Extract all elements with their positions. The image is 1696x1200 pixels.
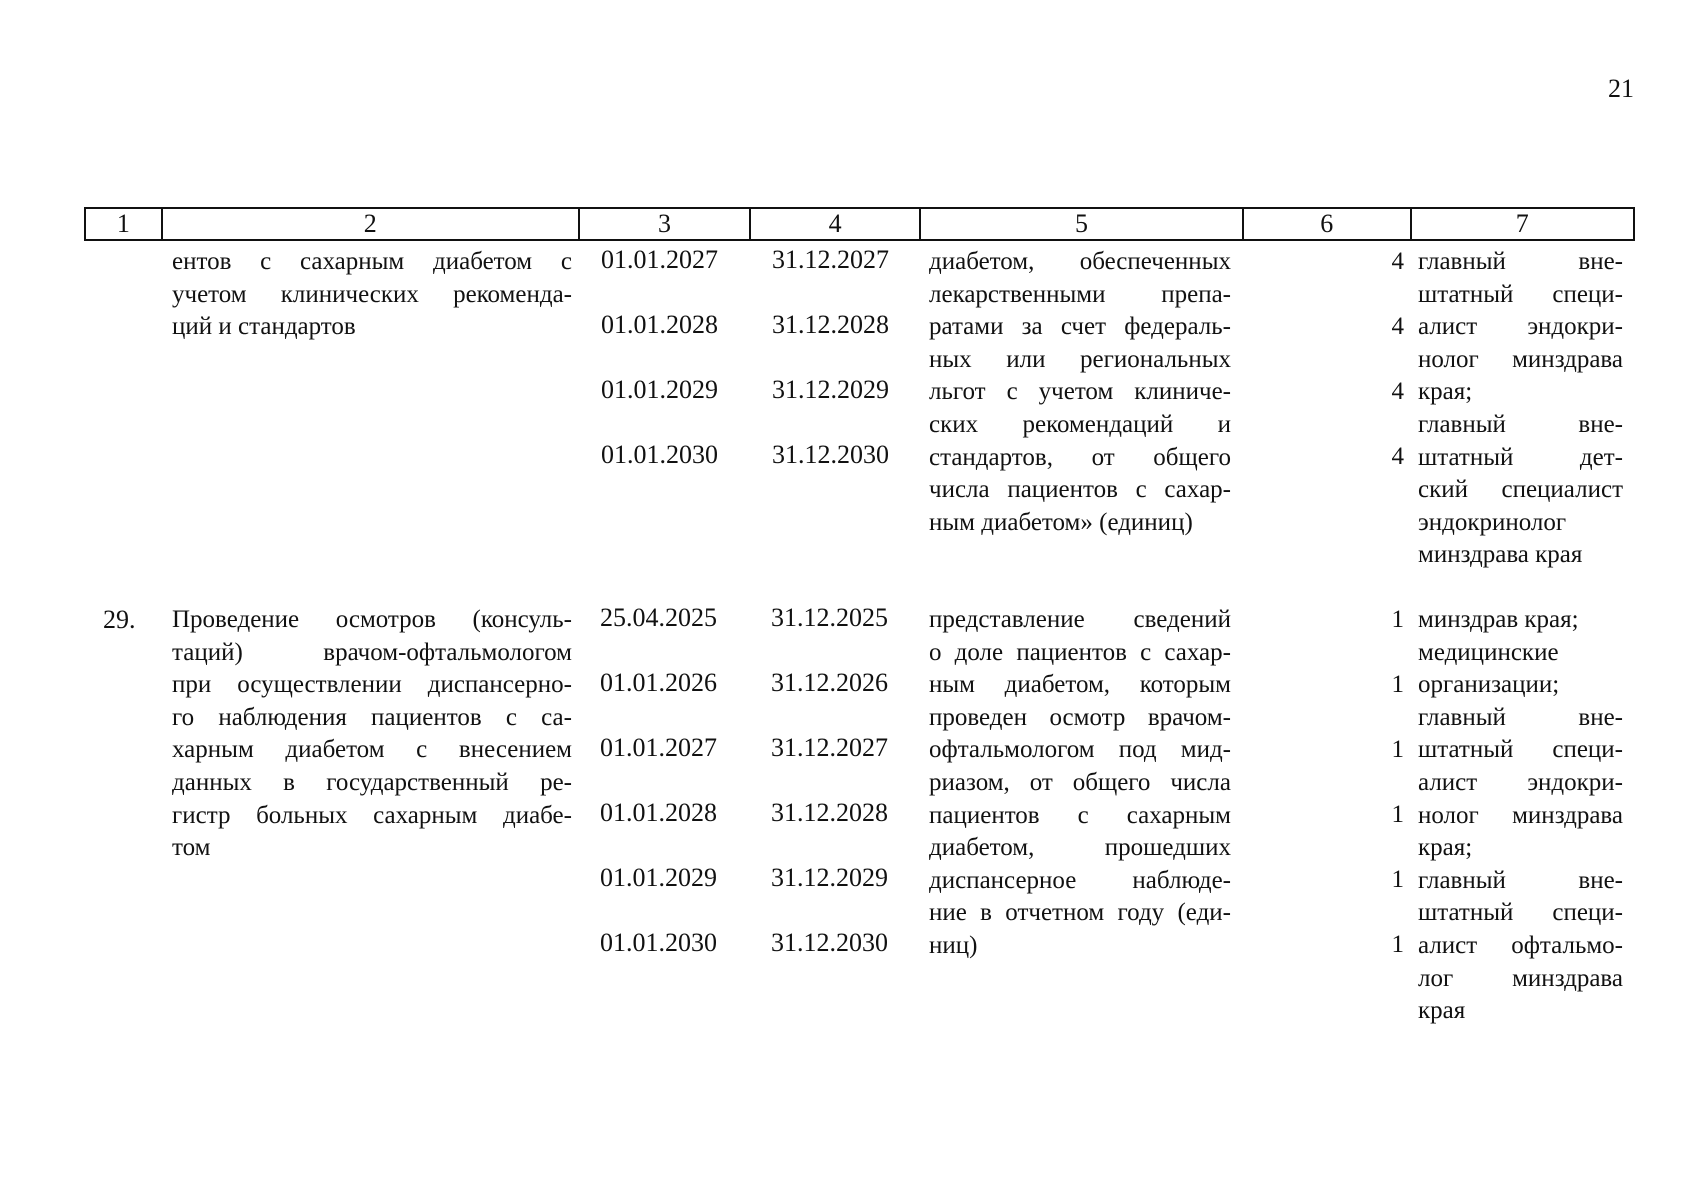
text-line: ниц) [929,931,978,959]
text-line: ских рекомендаций и [929,410,1231,438]
text-line: нолог минздрава [1418,345,1623,373]
row-29-period-5-start: 01.01.2029 [600,863,717,892]
header-col-3: 3 [580,209,752,239]
text-line: минздрава края [1418,541,1583,569]
continued-period-4-start: 01.01.2030 [601,440,718,469]
text-line: главный вне- [1418,410,1623,438]
text-line: ентов с сахарным диабетом с [172,248,572,275]
text-line: ций и стандартов [172,313,356,341]
row-29-responsible [1418,604,1623,1028]
text-line: том [172,834,211,862]
continued-period-4-end: 31.12.2030 [772,440,889,469]
text-line: главный вне- [1418,248,1623,275]
text-line: штатный специ- [1418,280,1623,308]
text-line: края; [1418,834,1473,862]
text-line: эндокринолог [1418,508,1567,536]
header-col-5: 5 [921,209,1244,239]
text-line: минздрав края; [1418,606,1579,633]
row-29-period-3-end: 31.12.2027 [771,733,888,762]
continued-row-description [172,246,572,344]
text-line: главный вне- [1418,866,1623,894]
continued-row-indicator [929,246,1231,539]
text-line: диабетом, прошедших [929,834,1231,862]
text-line: алист эндокри- [1418,768,1623,796]
text-line: представление сведений [929,606,1231,633]
text-line: края; [1418,378,1473,406]
text-line: Проведение осмотров (консуль- [172,606,572,633]
row-29-indicator [929,604,1231,963]
row-29-period-6-start: 01.01.2030 [600,928,717,957]
row-29-period-1-end: 31.12.2025 [771,603,888,632]
text-line: ным диабетом» (единиц) [929,508,1193,536]
text-line: медицинские [1418,638,1559,666]
text-line: о доле пациентов с сахар- [929,638,1231,666]
text-line: при осуществлении диспансерно- [172,671,572,699]
header-col-1: 1 [86,209,163,239]
row-29-period-6-end: 31.12.2030 [771,928,888,957]
header-col-7: 7 [1515,209,1529,238]
text-line: алист офтальмо- [1418,931,1623,959]
continued-period-1-end: 31.12.2027 [772,245,889,274]
text-line: диспансерное наблюде- [929,866,1231,894]
text-line: лекарственными препа- [929,280,1231,308]
text-line: ский специалист [1418,476,1623,504]
row-29-number: 29. [103,605,136,634]
row-29-period-1-value: 1 [1391,606,1404,633]
text-line: го наблюдения пациентов с са- [172,703,572,731]
row-29-description [172,604,572,865]
text-line: риазом, от общего числа [929,768,1231,796]
table-header-row [84,207,1635,241]
text-line: штатный специ- [1418,736,1623,764]
text-line: ратами за счет федераль- [929,313,1231,341]
continued-period-3-value: 4 [1391,378,1404,405]
text-line: главный вне- [1418,703,1623,731]
row-29-period-5-value: 1 [1391,866,1404,893]
text-line: организации; [1418,671,1560,699]
continued-period-3-start: 01.01.2029 [601,375,718,404]
header-col-6: 6 [1244,209,1412,239]
text-line: ние в отчетном году (еди- [929,899,1231,927]
row-29-period-3-value: 1 [1391,736,1404,763]
row-29-period-2-value: 1 [1391,671,1404,698]
continued-period-3-end: 31.12.2029 [772,375,889,404]
text-line: учетом клинических рекоменда- [172,280,572,308]
text-line: ных или региональных [929,345,1231,373]
page-number: 21 [1608,74,1634,103]
row-29-period-3-start: 01.01.2027 [600,733,717,762]
text-line: пациентов с сахарным [929,801,1231,829]
text-line: лог минздрава [1418,964,1623,992]
text-line: данных в государственный ре- [172,768,572,796]
text-line: числа пациентов с сахар- [929,476,1231,504]
header-col-4: 4 [751,209,921,239]
text-line: офтальмологом под мид- [929,736,1231,764]
text-line: гистр больных сахарным диабе- [172,801,572,829]
text-line: диабетом, обеспеченных [929,248,1231,275]
row-29-period-4-value: 1 [1391,801,1404,828]
continued-row-responsible [1418,246,1623,572]
row-29-period-1-start: 25.04.2025 [600,603,717,632]
text-line: льгот с учетом клиниче- [929,378,1231,406]
row-29-period-2-start: 01.01.2026 [600,668,717,697]
text-line: нолог минздрава [1418,801,1623,829]
text-line: края [1418,997,1466,1025]
text-line: стандартов, от общего [929,443,1231,471]
text-line: таций) врачом-офтальмологом [172,638,572,666]
header-col-2: 2 [163,209,580,239]
text-line: штатный специ- [1418,899,1623,927]
continued-period-1-start: 01.01.2027 [601,245,718,274]
row-29-period-5-end: 31.12.2029 [771,863,888,892]
text-line: ным диабетом, которым [929,671,1231,699]
row-29-period-2-end: 31.12.2026 [771,668,888,697]
continued-period-4-value: 4 [1391,443,1404,470]
continued-period-2-value: 4 [1391,313,1404,340]
text-line: алист эндокри- [1418,313,1623,341]
continued-period-1-value: 4 [1391,248,1404,275]
row-29-period-6-value: 1 [1391,931,1404,958]
continued-period-2-end: 31.12.2028 [772,310,889,339]
text-line: штатный дет- [1418,443,1623,471]
row-29-period-4-end: 31.12.2028 [771,798,888,827]
text-line: проведен осмотр врачом- [929,703,1231,731]
continued-period-2-start: 01.01.2028 [601,310,718,339]
text-line: харным диабетом с внесением [172,736,572,764]
row-29-period-4-start: 01.01.2028 [600,798,717,827]
